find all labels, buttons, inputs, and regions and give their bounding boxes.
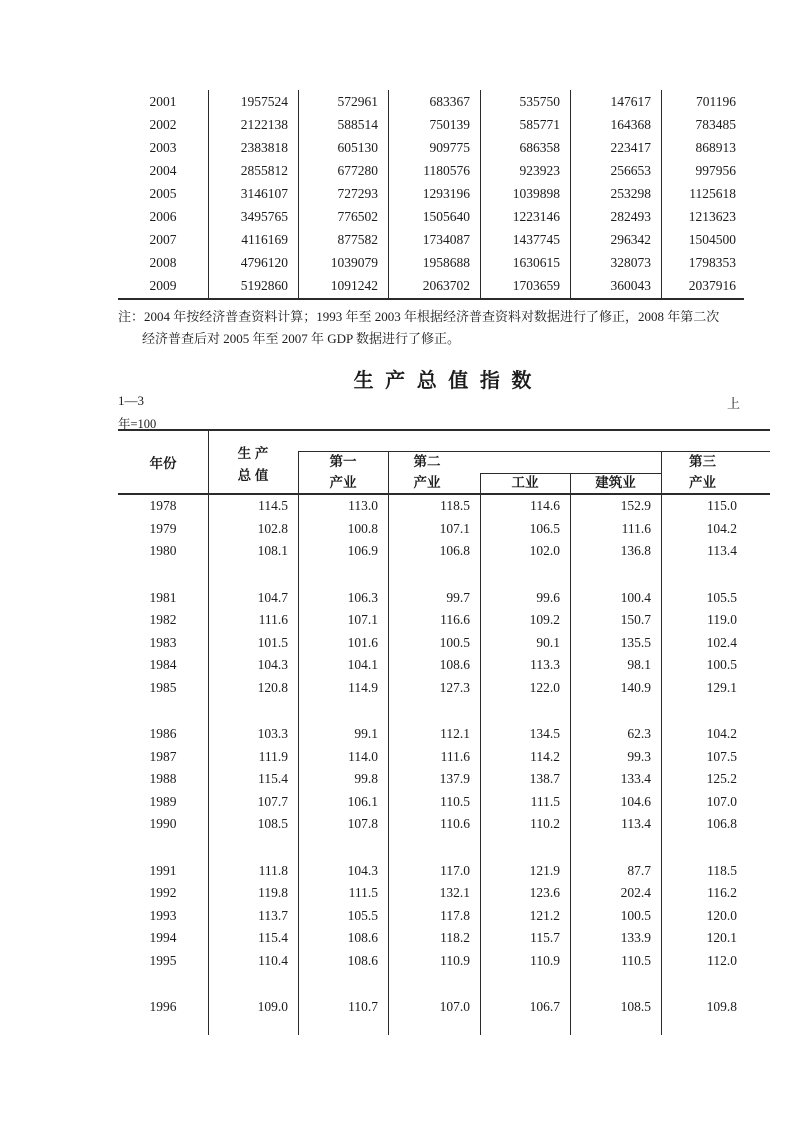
value-cell: 1180576 bbox=[423, 162, 470, 178]
value-cell: 114.9 bbox=[348, 679, 378, 695]
row-group-gap bbox=[118, 699, 770, 723]
value-cell: 106.5 bbox=[529, 520, 560, 536]
value-cell: 132.1 bbox=[439, 885, 470, 901]
year-cell: 2002 bbox=[149, 116, 177, 132]
value-cell: 111.5 bbox=[530, 793, 560, 809]
year-cell: 2001 bbox=[149, 93, 177, 109]
column-separator bbox=[388, 495, 389, 1035]
value-cell: 110.5 bbox=[440, 793, 470, 809]
value-cell: 147617 bbox=[610, 93, 651, 109]
header-tertiary-line1: 第三 bbox=[689, 454, 716, 469]
table-row bbox=[118, 275, 744, 298]
table-row bbox=[118, 182, 744, 205]
table-row bbox=[118, 252, 744, 275]
value-cell: 282493 bbox=[610, 209, 651, 225]
column-separator bbox=[208, 90, 209, 298]
footnote-line-2: 经济普查后对 2005 年至 2007 年 GDP 数据进行了修正。 bbox=[142, 331, 461, 346]
value-cell: 134.5 bbox=[529, 726, 560, 742]
header-gdp-line1: 生 产 bbox=[237, 446, 269, 461]
value-cell: 120.1 bbox=[706, 930, 737, 946]
value-cell: 113.4 bbox=[621, 816, 651, 832]
value-cell: 588514 bbox=[337, 116, 378, 132]
value-cell: 104.3 bbox=[257, 657, 288, 673]
header-year: 年份 bbox=[149, 456, 177, 471]
table-row bbox=[118, 159, 744, 182]
year-cell: 1996 bbox=[149, 999, 177, 1015]
value-cell: 119.8 bbox=[258, 885, 288, 901]
table-row bbox=[118, 609, 770, 632]
value-cell: 107.0 bbox=[439, 999, 470, 1015]
value-cell: 114.5 bbox=[258, 498, 288, 514]
header-gdp-line2: 总 值 bbox=[237, 468, 269, 483]
value-cell: 110.9 bbox=[440, 952, 470, 968]
value-cell: 2855812 bbox=[240, 162, 288, 178]
value-cell: 683367 bbox=[429, 93, 470, 109]
table-row bbox=[118, 882, 770, 905]
table-row bbox=[118, 860, 770, 883]
value-cell: 110.5 bbox=[621, 952, 651, 968]
value-cell: 140.9 bbox=[620, 679, 651, 695]
year-cell: 2003 bbox=[149, 139, 177, 155]
year-cell: 1984 bbox=[149, 657, 177, 673]
header-gdp bbox=[208, 443, 298, 487]
value-cell: 1630615 bbox=[512, 255, 560, 271]
value-cell: 868913 bbox=[695, 139, 736, 155]
value-cell: 1091242 bbox=[330, 278, 378, 294]
value-cell: 90.1 bbox=[536, 634, 560, 650]
value-cell: 328073 bbox=[610, 255, 651, 271]
value-cell: 107.1 bbox=[347, 612, 378, 628]
value-cell: 100.5 bbox=[706, 657, 737, 673]
table-row bbox=[118, 632, 770, 655]
value-cell: 5192860 bbox=[240, 278, 288, 294]
table-row bbox=[118, 996, 770, 1019]
column-separator bbox=[480, 90, 481, 298]
column-separator bbox=[570, 495, 571, 1035]
value-cell: 1505640 bbox=[422, 209, 470, 225]
value-cell: 108.5 bbox=[620, 999, 651, 1015]
table-footnote bbox=[118, 306, 770, 350]
section-title: 生 产 总 值 指 数 bbox=[353, 370, 535, 392]
value-cell: 253298 bbox=[610, 185, 651, 201]
value-cell: 997956 bbox=[695, 162, 736, 178]
value-cell: 116.6 bbox=[440, 612, 470, 628]
value-cell: 108.6 bbox=[347, 952, 378, 968]
header-construction: 建筑业 bbox=[595, 475, 636, 490]
header-tertiary-industry bbox=[661, 452, 770, 493]
value-cell: 103.3 bbox=[257, 726, 288, 742]
year-cell: 1991 bbox=[149, 862, 177, 878]
table-row bbox=[118, 136, 744, 159]
value-cell: 112.1 bbox=[440, 726, 470, 742]
value-cell: 114.2 bbox=[530, 748, 560, 764]
year-cell: 1988 bbox=[149, 771, 177, 787]
value-cell: 133.9 bbox=[620, 930, 651, 946]
table-row bbox=[118, 791, 770, 814]
value-cell: 111.5 bbox=[348, 885, 378, 901]
value-cell: 106.8 bbox=[439, 543, 470, 559]
value-cell: 106.7 bbox=[529, 999, 560, 1015]
table-row bbox=[118, 540, 770, 563]
value-cell: 114.0 bbox=[348, 748, 378, 764]
value-cell: 113.0 bbox=[348, 498, 378, 514]
header-primary-line2: 产业 bbox=[329, 474, 357, 490]
value-cell: 102.4 bbox=[706, 634, 737, 650]
value-cell: 1293196 bbox=[422, 185, 470, 201]
value-cell: 923923 bbox=[519, 162, 560, 178]
year-cell: 1980 bbox=[149, 543, 177, 559]
value-cell: 62.3 bbox=[627, 726, 651, 742]
table-row bbox=[118, 677, 770, 700]
value-cell: 2383818 bbox=[240, 139, 288, 155]
value-cell: 111.6 bbox=[258, 612, 288, 628]
table-row bbox=[118, 813, 770, 836]
value-cell: 117.8 bbox=[440, 907, 470, 923]
value-cell: 99.1 bbox=[354, 726, 378, 742]
value-cell: 360043 bbox=[610, 278, 651, 294]
year-cell: 1978 bbox=[149, 498, 177, 514]
value-cell: 1734087 bbox=[422, 232, 470, 248]
value-cell: 99.3 bbox=[627, 748, 651, 764]
value-cell: 104.3 bbox=[347, 862, 378, 878]
value-cell: 701196 bbox=[696, 93, 736, 109]
year-cell: 2006 bbox=[149, 209, 177, 225]
value-cell: 2037916 bbox=[688, 278, 736, 294]
header-industry: 工业 bbox=[511, 475, 539, 490]
value-cell: 727293 bbox=[337, 185, 378, 201]
value-cell: 138.7 bbox=[529, 771, 560, 787]
column-separator bbox=[661, 495, 662, 1035]
value-cell: 111.6 bbox=[621, 520, 651, 536]
value-cell: 120.8 bbox=[257, 679, 288, 695]
value-cell: 105.5 bbox=[706, 589, 737, 605]
value-cell: 3495765 bbox=[240, 209, 288, 225]
value-cell: 4116169 bbox=[241, 232, 288, 248]
year-cell: 1992 bbox=[149, 885, 177, 901]
base-note: 年=100 bbox=[118, 417, 157, 431]
value-cell: 107.1 bbox=[439, 520, 470, 536]
value-cell: 108.1 bbox=[257, 543, 288, 559]
value-cell: 4796120 bbox=[240, 255, 288, 271]
value-cell: 1125618 bbox=[689, 185, 736, 201]
value-cell: 135.5 bbox=[620, 634, 651, 650]
value-cell: 1703659 bbox=[512, 278, 560, 294]
header-tertiary-line2: 产业 bbox=[689, 474, 716, 490]
value-cell: 202.4 bbox=[620, 885, 651, 901]
value-cell: 125.2 bbox=[706, 771, 737, 787]
year-cell: 1985 bbox=[149, 679, 177, 695]
value-cell: 113.3 bbox=[530, 657, 560, 673]
year-cell: 2008 bbox=[149, 255, 177, 271]
year-cell: 1994 bbox=[149, 930, 177, 946]
gdp-values-table bbox=[118, 90, 744, 300]
row-group-gap bbox=[118, 836, 770, 860]
value-cell: 123.6 bbox=[529, 885, 560, 901]
value-cell: 100.5 bbox=[620, 907, 651, 923]
value-cell: 110.7 bbox=[348, 999, 378, 1015]
value-cell: 1039079 bbox=[330, 255, 378, 271]
value-cell: 107.5 bbox=[706, 748, 737, 764]
table-row bbox=[118, 905, 770, 928]
value-cell: 127.3 bbox=[439, 679, 470, 695]
table-row bbox=[118, 113, 744, 136]
column-separator bbox=[570, 90, 571, 298]
value-cell: 106.8 bbox=[706, 816, 737, 832]
value-cell: 119.0 bbox=[707, 612, 737, 628]
value-cell: 104.1 bbox=[347, 657, 378, 673]
value-cell: 3146107 bbox=[240, 185, 288, 201]
value-cell: 114.6 bbox=[530, 498, 560, 514]
value-cell: 101.5 bbox=[257, 634, 288, 650]
column-separator bbox=[298, 495, 299, 1035]
value-cell: 783485 bbox=[695, 116, 736, 132]
value-cell: 1223146 bbox=[512, 209, 560, 225]
value-cell: 113.4 bbox=[707, 543, 737, 559]
value-cell: 110.9 bbox=[530, 952, 560, 968]
column-separator bbox=[208, 495, 209, 1035]
value-cell: 1958688 bbox=[422, 255, 470, 271]
value-cell: 107.7 bbox=[257, 793, 288, 809]
header-primary-line1: 第一 bbox=[329, 454, 357, 469]
footnote-line-1: 注：2004 年按经济普查资料计算；1993 年至 2003 年根据经济普查资料对数据进行了修正，2008 年第二次 bbox=[118, 309, 720, 324]
value-cell: 256653 bbox=[610, 162, 651, 178]
value-cell: 112.0 bbox=[707, 952, 737, 968]
value-cell: 101.6 bbox=[347, 634, 378, 650]
value-cell: 87.7 bbox=[627, 862, 651, 878]
value-cell: 129.1 bbox=[706, 679, 737, 695]
year-cell: 2004 bbox=[149, 162, 177, 178]
table-row bbox=[118, 654, 770, 677]
value-cell: 605130 bbox=[337, 139, 378, 155]
value-cell: 120.0 bbox=[706, 907, 737, 923]
value-cell: 115.4 bbox=[258, 930, 288, 946]
value-cell: 1504500 bbox=[688, 232, 736, 248]
value-cell: 121.9 bbox=[529, 862, 560, 878]
value-cell: 121.2 bbox=[529, 907, 560, 923]
value-cell: 909775 bbox=[429, 139, 470, 155]
value-cell: 106.9 bbox=[347, 543, 378, 559]
value-cell: 110.2 bbox=[530, 816, 560, 832]
value-cell: 1213623 bbox=[688, 209, 736, 225]
value-cell: 2063702 bbox=[422, 278, 470, 294]
index-table-header bbox=[118, 429, 770, 495]
year-cell: 1982 bbox=[149, 612, 177, 628]
row-group-gap bbox=[118, 972, 770, 996]
value-cell: 110.4 bbox=[258, 952, 288, 968]
table-row bbox=[118, 723, 770, 746]
value-cell: 111.6 bbox=[440, 748, 470, 764]
value-cell: 106.3 bbox=[347, 589, 378, 605]
value-cell: 137.9 bbox=[439, 771, 470, 787]
value-cell: 535750 bbox=[519, 93, 560, 109]
table-number-row bbox=[118, 393, 770, 411]
value-cell: 585771 bbox=[519, 116, 560, 132]
table-row bbox=[118, 495, 770, 518]
value-cell: 164368 bbox=[610, 116, 651, 132]
row-group-gap bbox=[118, 563, 770, 587]
value-cell: 104.7 bbox=[257, 589, 288, 605]
year-cell: 2009 bbox=[149, 278, 177, 294]
year-cell: 1993 bbox=[149, 907, 177, 923]
value-cell: 877582 bbox=[337, 232, 378, 248]
value-cell: 152.9 bbox=[620, 498, 651, 514]
value-cell: 108.5 bbox=[257, 816, 288, 832]
value-cell: 107.0 bbox=[706, 793, 737, 809]
column-separator bbox=[388, 90, 389, 298]
value-cell: 1798353 bbox=[688, 255, 736, 271]
year-cell: 1989 bbox=[149, 793, 177, 809]
value-cell: 115.7 bbox=[530, 930, 560, 946]
value-cell: 677280 bbox=[337, 162, 378, 178]
value-cell: 776502 bbox=[337, 209, 378, 225]
value-cell: 115.0 bbox=[707, 498, 737, 514]
value-cell: 1039898 bbox=[512, 185, 560, 201]
value-cell: 109.8 bbox=[706, 999, 737, 1015]
table-row bbox=[118, 90, 744, 113]
value-cell: 98.1 bbox=[627, 657, 651, 673]
value-cell: 104.2 bbox=[706, 520, 737, 536]
value-cell: 105.5 bbox=[347, 907, 378, 923]
header-secondary-industry bbox=[388, 452, 480, 493]
value-cell: 572961 bbox=[337, 93, 378, 109]
value-cell: 107.8 bbox=[347, 816, 378, 832]
value-cell: 113.7 bbox=[258, 907, 288, 923]
year-cell: 2007 bbox=[149, 232, 177, 248]
value-cell: 150.7 bbox=[620, 612, 651, 628]
page-content bbox=[118, 0, 770, 1122]
value-cell: 118.5 bbox=[707, 862, 737, 878]
year-cell: 1987 bbox=[149, 748, 177, 764]
header-secondary-line1: 第二 bbox=[413, 454, 441, 469]
value-cell: 106.1 bbox=[347, 793, 378, 809]
value-cell: 99.8 bbox=[354, 771, 378, 787]
value-cell: 100.8 bbox=[347, 520, 378, 536]
year-cell: 2005 bbox=[149, 185, 177, 201]
value-cell: 99.7 bbox=[446, 589, 470, 605]
value-cell: 110.6 bbox=[440, 816, 470, 832]
header-secondary-line2: 产业 bbox=[413, 474, 441, 490]
value-cell: 686358 bbox=[519, 139, 560, 155]
value-cell: 104.2 bbox=[706, 726, 737, 742]
table-row bbox=[118, 518, 770, 541]
value-cell: 118.5 bbox=[440, 498, 470, 514]
value-cell: 118.2 bbox=[440, 930, 470, 946]
table-row bbox=[118, 746, 770, 769]
value-cell: 296342 bbox=[610, 232, 651, 248]
value-cell: 2122138 bbox=[240, 116, 288, 132]
value-cell: 100.5 bbox=[439, 634, 470, 650]
year-cell: 1983 bbox=[149, 634, 177, 650]
year-cell: 1979 bbox=[149, 520, 177, 536]
year-cell: 1986 bbox=[149, 726, 177, 742]
value-cell: 133.4 bbox=[620, 771, 651, 787]
value-cell: 100.4 bbox=[620, 589, 651, 605]
year-cell: 1990 bbox=[149, 816, 177, 832]
header-primary-industry bbox=[298, 452, 388, 493]
table-row bbox=[118, 950, 770, 973]
table-row bbox=[118, 927, 770, 950]
index-table-body bbox=[118, 495, 770, 1035]
value-cell: 1957524 bbox=[240, 93, 288, 109]
column-separator bbox=[298, 90, 299, 298]
value-cell: 109.2 bbox=[529, 612, 560, 628]
value-cell: 111.8 bbox=[258, 862, 288, 878]
value-cell: 115.4 bbox=[258, 771, 288, 787]
year-cell: 1981 bbox=[149, 589, 177, 605]
value-cell: 1437745 bbox=[512, 232, 560, 248]
table-row bbox=[118, 205, 744, 228]
value-cell: 117.0 bbox=[440, 862, 470, 878]
column-separator bbox=[661, 90, 662, 298]
base-note-upper-char: 上 bbox=[726, 396, 740, 411]
value-cell: 102.0 bbox=[529, 543, 560, 559]
value-cell: 122.0 bbox=[529, 679, 560, 695]
value-cell: 102.8 bbox=[257, 520, 288, 536]
value-cell: 223417 bbox=[610, 139, 651, 155]
value-cell: 108.6 bbox=[347, 930, 378, 946]
column-separator bbox=[480, 495, 481, 1035]
table-row bbox=[118, 587, 770, 610]
value-cell: 99.6 bbox=[536, 589, 560, 605]
value-cell: 108.6 bbox=[439, 657, 470, 673]
value-cell: 111.9 bbox=[258, 748, 288, 764]
value-cell: 136.8 bbox=[620, 543, 651, 559]
value-cell: 116.2 bbox=[707, 885, 737, 901]
year-cell: 1995 bbox=[149, 952, 177, 968]
value-cell: 109.0 bbox=[257, 999, 288, 1015]
table-row bbox=[118, 229, 744, 252]
table-row bbox=[118, 768, 770, 791]
table-number: 1—3 bbox=[118, 393, 144, 408]
value-cell: 750139 bbox=[429, 116, 470, 132]
value-cell: 104.6 bbox=[620, 793, 651, 809]
